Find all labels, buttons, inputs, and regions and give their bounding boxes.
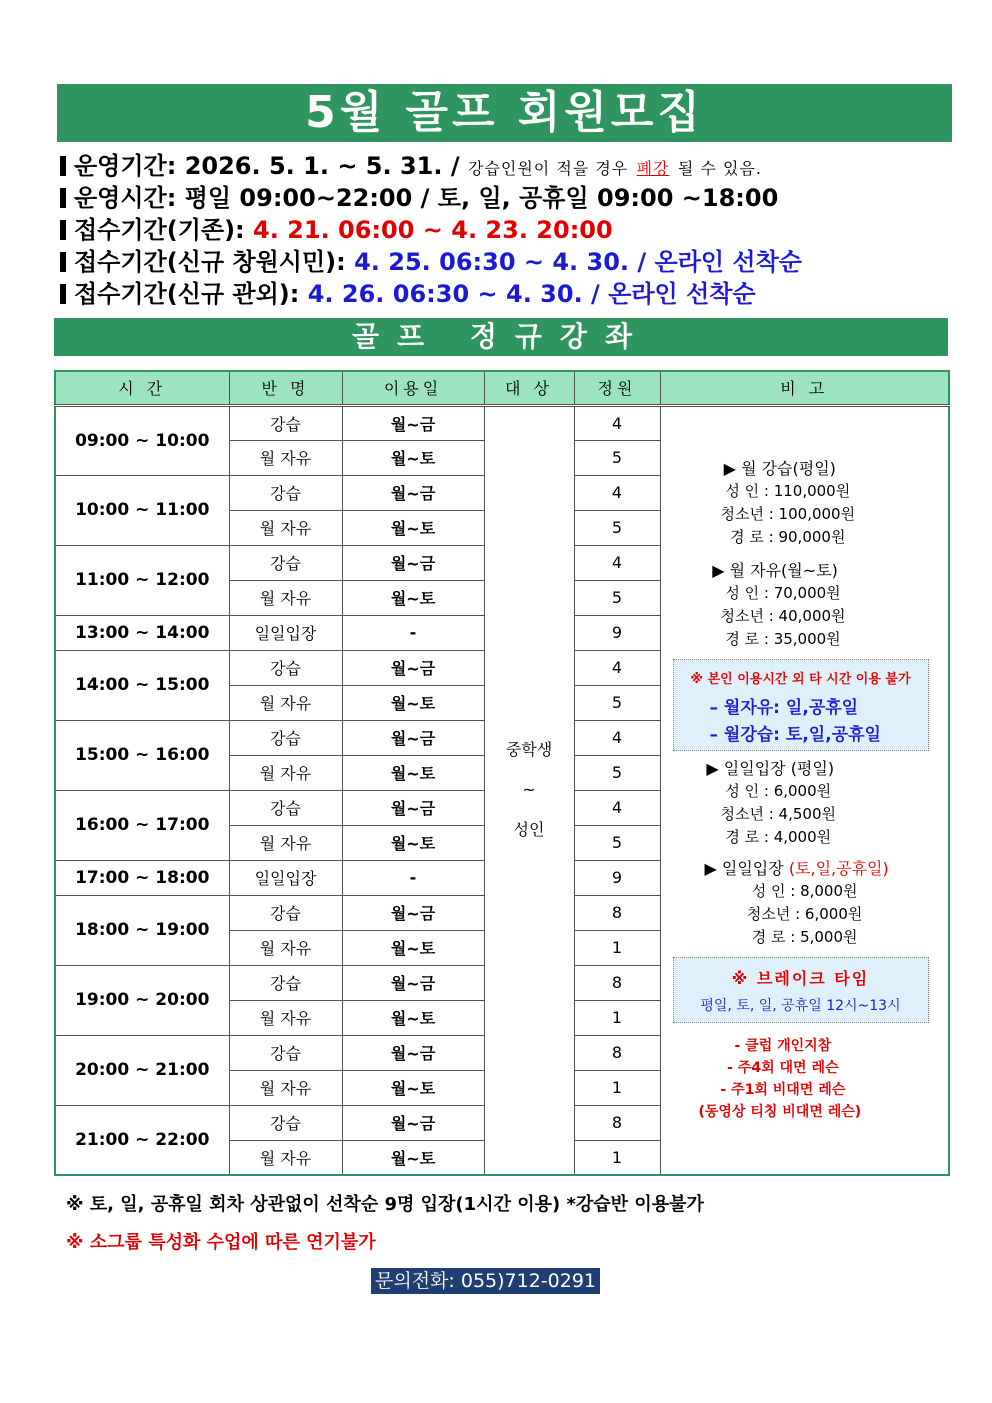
fee-line: 청소년 : 100,000원 [720,504,856,523]
usage-notice-title: ※ 본인 이용시간 외 타 시간 이용 불가 [690,671,911,687]
usage-days: 월~금 [342,965,484,1000]
capacity: 4 [574,475,660,510]
time-slot: 21:00 ~ 22:00 [55,1105,229,1175]
daily-weekday-title: ▶ 일일입장 (평일) [706,758,835,778]
fee-line: 경 로 : 5,000원 [751,927,858,946]
closed-notice: 폐강 [636,159,670,178]
class-name: 월 자유 [229,930,342,965]
time-slot: 11:00 ~ 12:00 [55,545,229,615]
usage-days: 월~토 [342,685,484,720]
usage-days: 월~금 [342,545,484,580]
usage-days: 월~토 [342,825,484,860]
capacity: 4 [574,790,660,825]
daily-weekend-title: ▶ 일일입장 (토,일,공휴일) [704,858,889,878]
page-title: 5월 골프 회원모집 [57,84,952,142]
remarks-cell [660,405,949,1175]
fee-line: 청소년 : 40,000원 [720,606,846,625]
class-name: 월 자유 [229,440,342,475]
capacity: 4 [574,545,660,580]
class-name: 월 자유 [229,1070,342,1105]
time-slot: 20:00 ~ 21:00 [55,1035,229,1105]
info-reg-new-city: 접수기간(신규 창원시민): 4. 25. 06:30 ~ 4. 30. / 온라인 선착순 [60,246,960,278]
class-name: 일일입장 [229,615,342,650]
section-title: 골프 정규강좌 [54,318,948,356]
usage-days: 월~금 [342,720,484,755]
target-line: 중학생 [505,740,553,760]
class-name: 일일입장 [229,860,342,895]
info-reg-new-out: 접수기간(신규 관외): 4. 26. 06:30 ~ 4. 30. / 온라인 선착순 [60,278,960,310]
club-note: - 클럽 개인지참 [734,1037,832,1054]
target-line: ~ [522,780,536,800]
info-section [60,150,960,310]
daily-weekday-fees [705,757,837,849]
fee-line: 성 인 : 8,000원 [751,881,858,900]
capacity: 4 [574,720,660,755]
target-group [484,405,574,1175]
class-name: 강습 [229,1035,342,1070]
header-capacity: 정원 [574,371,660,405]
contact-phone: 문의전화: 055)712-0291 [371,1268,600,1294]
time-slot: 19:00 ~ 20:00 [55,965,229,1035]
class-name: 월 자유 [229,755,342,790]
club-note: - 주1회 비대면 레슨 [720,1081,846,1098]
time-slot: 16:00 ~ 17:00 [55,790,229,860]
capacity: 8 [574,1035,660,1070]
usage-days: 월~토 [342,440,484,475]
free-fees [705,559,846,651]
class-name: 강습 [229,545,342,580]
remarks-content [661,407,949,1175]
usage-days: 월~금 [342,1105,484,1140]
class-name: 강습 [229,965,342,1000]
daily-weekend-fees [705,857,889,949]
capacity: 5 [574,440,660,475]
capacity: 8 [574,965,660,1000]
capacity: 8 [574,895,660,930]
class-name: 강습 [229,405,342,440]
class-name: 월 자유 [229,1000,342,1035]
capacity: 1 [574,1000,660,1035]
break-time-box [673,957,929,1023]
header-target: 대 상 [484,371,574,405]
fee-line: 청소년 : 6,000원 [746,904,863,923]
class-name: 강습 [229,1105,342,1140]
class-name: 강습 [229,895,342,930]
footer-note-weekend: ※ 토, 일, 공휴일 회차 상관없이 선착순 9명 입장(1시간 이용) *강습반 이용불가 [66,1194,704,1215]
class-name: 강습 [229,475,342,510]
class-name: 강습 [229,650,342,685]
schedule-table [54,370,950,1176]
club-note: - 주4회 대면 레슨 [727,1059,839,1076]
fee-line: 성 인 : 6,000원 [725,781,832,800]
usage-days: 월~금 [342,1035,484,1070]
club-note: (동영상 티칭 비대면 레슨) [698,1103,862,1120]
header-remarks: 비 고 [660,371,949,405]
capacity: 5 [574,755,660,790]
class-name: 월 자유 [229,580,342,615]
usage-days: 월~금 [342,475,484,510]
usage-days: 월~토 [342,1140,484,1175]
fee-line: 경 로 : 4,000원 [725,827,832,846]
usage-days: - [342,860,484,895]
header-days: 이용일 [342,371,484,405]
capacity: 1 [574,930,660,965]
capacity: 1 [574,1070,660,1105]
time-slot: 14:00 ~ 15:00 [55,650,229,720]
lesson-fees-title: ▶ 월 강습(평일) [723,458,836,478]
time-slot: 15:00 ~ 16:00 [55,720,229,790]
target-line: 성인 [513,820,545,840]
class-name: 월 자유 [229,825,342,860]
capacity: 9 [574,860,660,895]
usage-days: 월~금 [342,790,484,825]
usage-days: 월~토 [342,755,484,790]
break-time-text: 평일, 토, 일, 공휴일 12시~13시 [700,997,901,1014]
capacity: 9 [574,615,660,650]
usage-days: 월~토 [342,930,484,965]
usage-days: 월~토 [342,1000,484,1035]
usage-days: 월~금 [342,650,484,685]
usage-days: 월~토 [342,580,484,615]
usage-notice-lesson: – 월강습: 토,일,공휴일 [709,724,881,745]
class-name: 월 자유 [229,685,342,720]
capacity: 4 [574,405,660,440]
fee-line: 경 로 : 90,000원 [730,527,846,546]
class-name: 강습 [229,720,342,755]
capacity: 1 [574,1140,660,1175]
usage-days: 월~토 [342,510,484,545]
capacity: 5 [574,685,660,720]
class-name: 월 자유 [229,1140,342,1175]
class-name: 강습 [229,790,342,825]
usage-notice-box [673,659,929,751]
table-header-row [55,371,949,405]
capacity: 5 [574,510,660,545]
break-time-title: ※ 브레이크 타임 [731,968,870,988]
class-name: 월 자유 [229,510,342,545]
usage-days: 월~금 [342,895,484,930]
header-time: 시 간 [55,371,229,405]
club-notes [698,1035,862,1123]
fee-line: 경 로 : 35,000원 [725,629,841,648]
usage-days: 월~금 [342,405,484,440]
capacity: 5 [574,580,660,615]
time-slot: 10:00 ~ 11:00 [55,475,229,545]
table-row [55,405,949,440]
fee-line: 성 인 : 110,000원 [725,481,851,500]
info-period: 운영기간: 2026. 5. 1. ~ 5. 31. / 강습인원이 적을 경우 폐강 될 수 있음. [60,150,960,182]
lesson-fees [705,457,856,549]
capacity: 4 [574,650,660,685]
time-slot: 17:00 ~ 18:00 [55,860,229,895]
info-hours: 운영시간: 평일 09:00~22:00 / 토, 일, 공휴일 09:00 ~18:00 [60,182,960,214]
usage-days: 월~토 [342,1070,484,1105]
info-reg-existing: 접수기간(기존): 4. 21. 06:00 ~ 4. 23. 20:00 [60,214,960,246]
free-fees-title: ▶ 월 자유(월~토) [712,560,838,580]
capacity: 8 [574,1105,660,1140]
usage-notice-free: – 월자유: 일,공휴일 [709,697,859,718]
usage-days: - [342,615,484,650]
time-slot: 09:00 ~ 10:00 [55,405,229,475]
time-slot: 18:00 ~ 19:00 [55,895,229,965]
capacity: 5 [574,825,660,860]
header-class: 반 명 [229,371,342,405]
footer-note-no-postpone: ※ 소그룹 특성화 수업에 따른 연기불가 [66,1232,376,1253]
fee-line: 청소년 : 4,500원 [720,804,836,823]
fee-line: 성 인 : 70,000원 [725,583,841,602]
time-slot: 13:00 ~ 14:00 [55,615,229,650]
